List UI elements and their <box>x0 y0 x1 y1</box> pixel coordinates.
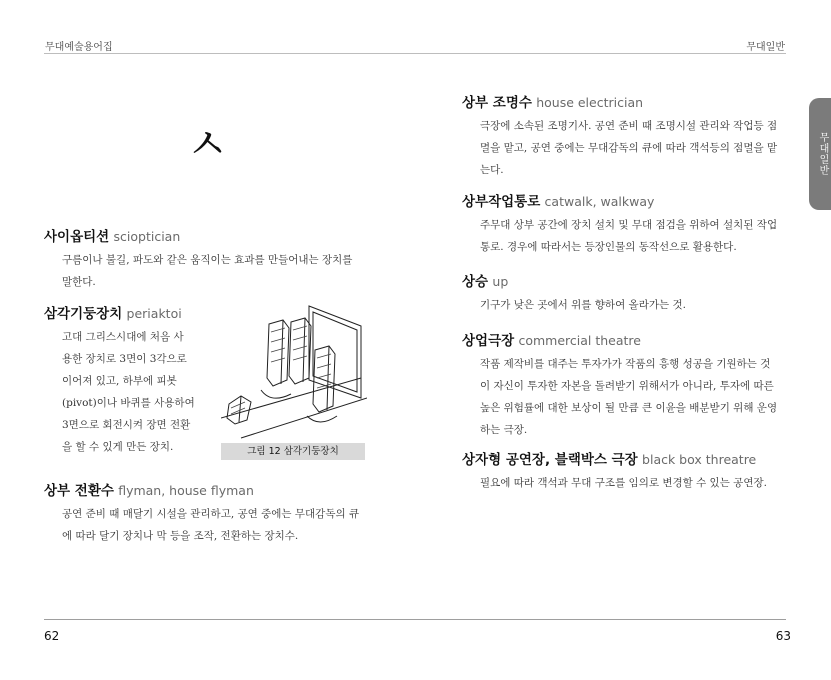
term-english: house electrician <box>536 95 644 110</box>
entry-term <box>462 451 792 469</box>
page-number-right: 63 <box>775 629 791 643</box>
description-line: 멸을 맡고, 공연 중에는 무대감독의 큐에 따라 객석등의 점멸을 맡 <box>480 142 778 154</box>
term-english: up <box>492 274 509 289</box>
entry-term <box>44 228 374 246</box>
description-line: 주무대 상부 공간에 장치 설치 및 무대 점검을 위하여 설치된 작업 <box>480 219 778 231</box>
description-line: 높은 위험률에 대한 보상이 될 만큼 큰 이윤을 배분받기 위해 운영 <box>480 402 778 414</box>
entry-description <box>462 214 792 258</box>
description-line: 는다. <box>480 164 504 176</box>
running-header-left: 무대예술용어집 <box>45 42 113 53</box>
description-line: 3면으로 회전시켜 장면 전환 <box>62 419 191 431</box>
entry-description <box>462 472 792 494</box>
section-tab <box>809 98 831 210</box>
description-line: 작품 제작비를 대주는 투자가가 작품의 흥행 성공을 기원하는 것 <box>480 358 771 370</box>
description-line: 구름이나 불길, 파도와 같은 움직이는 효과를 만들어내는 장치를 <box>62 254 353 266</box>
description-line: 통로. 경우에 따라서는 등장인물의 동작선으로 활용한다. <box>480 241 737 253</box>
term-english: commercial theatre <box>518 333 641 348</box>
section-letter: ㅅ <box>186 119 229 170</box>
entry-term <box>462 94 792 112</box>
entry-description <box>44 503 384 547</box>
term-korean: 상업극장 <box>462 333 515 349</box>
footer-rule <box>44 619 786 620</box>
entry-scioptician <box>44 228 374 293</box>
description-line: 말한다. <box>62 276 96 288</box>
header-rule <box>44 53 786 54</box>
description-line: 에 따라 달기 장치나 막 등을 조작, 전환하는 장치수. <box>62 530 299 542</box>
description-line: 극장에 소속된 조명기사. 공연 준비 때 조명시설 관리와 작업등 점 <box>480 120 778 132</box>
description-line: 용한 장치로 3면이 3각으로 <box>62 353 187 365</box>
section-tab-label: 무대일반 <box>817 132 828 176</box>
description-line: 기구가 낮은 곳에서 위를 향하여 올라가는 것. <box>480 299 686 311</box>
entry-description <box>462 353 792 441</box>
description-line: 을 할 수 있게 만든 장치. <box>62 441 174 453</box>
entry-description <box>462 115 792 181</box>
description-line: 필요에 따라 객석과 무대 구조를 임의로 변경할 수 있는 공연장. <box>480 477 767 489</box>
term-korean: 상승 <box>462 274 489 290</box>
description-line: 이 자신이 투자한 자본을 돌려받기 위해서가 아니라, 투자에 따른 <box>480 380 774 392</box>
term-english: catwalk, walkway <box>544 194 655 209</box>
term-english: black box threatre <box>642 452 757 467</box>
term-english: flyman, house flyman <box>118 483 254 498</box>
term-korean: 상부작업통로 <box>462 194 541 210</box>
figure-caption: 그림 12 삼각기둥장치 <box>221 443 365 460</box>
description-line: 하는 극장. <box>480 424 528 436</box>
term-korean: 사이옵티션 <box>44 229 110 245</box>
running-header-right: 무대일반 <box>746 42 785 53</box>
term-korean: 상부 조명수 <box>462 95 532 111</box>
term-english: periaktoi <box>126 306 182 321</box>
term-korean: 상부 전환수 <box>44 483 114 499</box>
entry-up <box>462 273 792 316</box>
entry-commercial-theatre <box>462 332 792 441</box>
entry-black-box <box>462 451 792 494</box>
entry-periaktoi <box>44 305 224 458</box>
entry-description <box>462 294 792 316</box>
entry-house-electrician <box>462 94 792 181</box>
description-line: (pivot)이나 바퀴를 사용하여 <box>62 397 195 409</box>
entry-catwalk <box>462 193 792 258</box>
entry-term <box>462 193 792 211</box>
term-korean: 삼각기둥장치 <box>44 306 123 322</box>
entry-term <box>462 273 792 291</box>
page-number-left: 62 <box>44 629 60 643</box>
description-line: 고대 그리스시대에 처음 사 <box>62 331 184 343</box>
entry-term <box>44 482 384 500</box>
periaktoi-illustration-icon <box>221 298 367 444</box>
description-line: 이어져 있고, 하부에 피봇 <box>62 375 177 387</box>
entry-term <box>44 305 224 323</box>
term-english: scioptician <box>113 229 181 244</box>
entry-flyman <box>44 482 384 547</box>
description-line: 공연 준비 때 매달기 시설을 관리하고, 공연 중에는 무대감독의 큐 <box>62 508 360 520</box>
entry-description <box>44 326 224 458</box>
entry-description <box>44 249 374 293</box>
term-korean: 상자형 공연장, 블랙박스 극장 <box>462 452 638 468</box>
entry-term <box>462 332 792 350</box>
